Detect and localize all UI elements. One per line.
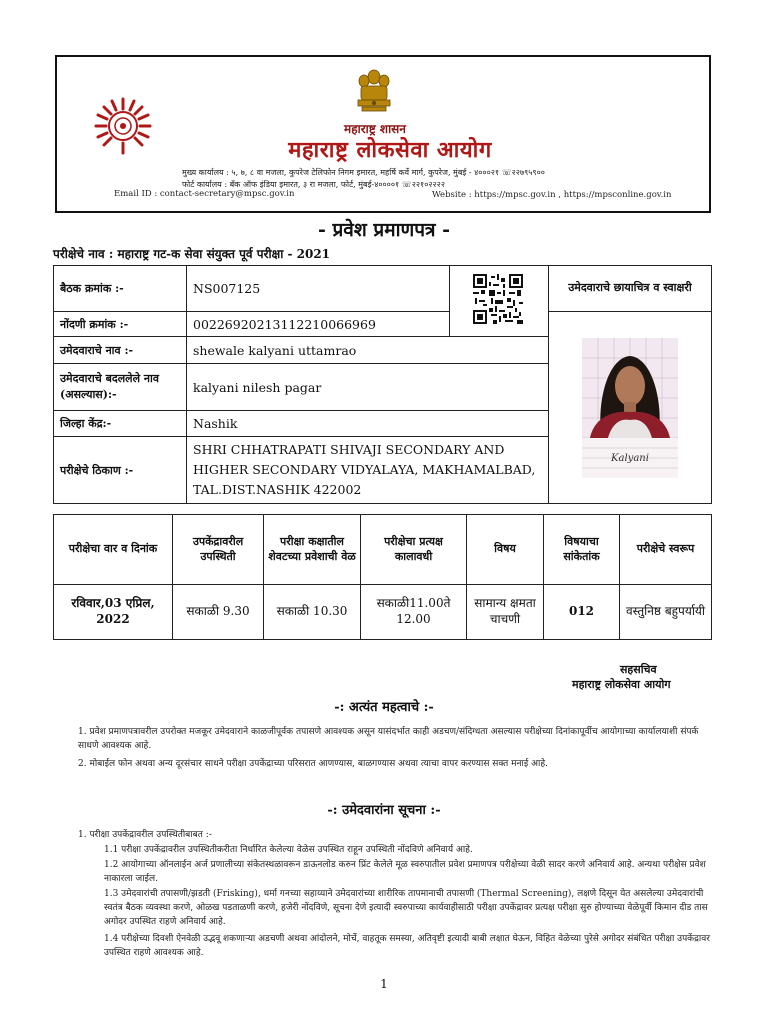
contact-email: Email ID : contact-secretary@mpsc.gov.in xyxy=(114,189,295,199)
national-emblem-icon xyxy=(352,67,396,119)
commission-title: महाराष्ट्र लोकसेवा आयोग xyxy=(288,137,492,163)
important-heading: -: अत्यंत महत्वाचे :- xyxy=(334,700,434,715)
instruction-1-2: 1.2 आयोगाच्या ऑनलाईन अर्ज प्रणालीच्या संकेतस्थळावरून डाऊनलोड करुन प्रिंट केलेले मूळ स्वरुपातील प्रवेश प्रमाणपत्र परीक्षेच्या वेळी सादर करणे अनिवार्य आहे. अन्यथा परीक्षेस प्रवेश नाकारला जाईल. xyxy=(104,860,706,884)
important-note-1: 1. प्रवेश प्रमाणपत्रावरील उपरोक्त मजकूर उमेदवाराने काळजीपूर्वक तपासणे आवश्यक असून यासंदर्भात काही अडचण/संदिग्धता असल्यास परीक्षेच्या दिनांकापूर्वीच आयोगाच्या कार्यालयाशी संपर्क साधणे आवश्यक आहे. xyxy=(78,727,699,751)
qr-code-icon xyxy=(472,274,524,324)
registration-no-label: नोंदणी क्रमांक :- xyxy=(53,311,187,337)
seat-no-value: NS007125 xyxy=(186,265,450,312)
instructions-intro: 1. परीक्षा उपकेंद्रावरील उपस्थितीबाबत :- xyxy=(78,830,212,840)
instruction-1-1: 1.1 परीक्षा उपकेंद्रावरील उपस्थितीकरीता निर्धारित केलेल्या वेळेस उपस्थित राहून उपस्थिती नोंदविणे अनिवार्य आहे. xyxy=(104,845,473,855)
seat-no-label: बैठक क्रमांक :- xyxy=(53,265,187,312)
schedule-exam-format-value: वस्तुनिष्ठ बहुपर्यायी xyxy=(619,584,712,640)
schedule-duration-value: सकाळी11.00ते 12.00 xyxy=(360,584,467,640)
registration-no-value: 0022692021311221006​6969 xyxy=(186,311,450,337)
schedule-subject-code-value: 012 xyxy=(543,584,620,640)
photo-signature-label: उमेदवाराचे छायाचित्र व स्वाक्षरी xyxy=(548,265,712,312)
district-center-value: Nashik xyxy=(186,410,549,437)
schedule-header-date: परीक्षेचा वार व दिनांक xyxy=(53,514,173,585)
signatory-title: सहसचिव xyxy=(620,663,657,676)
schedule-header-subject: विषय xyxy=(466,514,544,585)
exam-venue-value: SHRI CHHATRAPATI SHIVAJI SECONDARY AND HIGHER SECONDARY VIDYALAYA, MAKHAMALBAD, TAL.DIST.NASHIK 422002 xyxy=(186,436,549,504)
instruction-1-4: 1.4 परीक्षेच्या दिवशी ऐनवेळी उद्भवू शकणाऱ्या अडचणी अथवा आंदोलने, मोर्चे, वाहतूक समस्या, अतिवृष्टी इत्यादी बाबी लक्षात घेऊन, विहित वेळेच्या पुरेसे अगोदर संबंधित परीक्षा उपकेंद्रावर उपस्थित राहणे आवश्यक आहे. xyxy=(104,934,710,958)
schedule-subject-value: सामान्य क्षमता चाचणी xyxy=(466,584,544,640)
instructions-heading: -: उमेदवारांना सूचना :- xyxy=(327,803,441,818)
schedule-header-duration: परीक्षेचा प्रत्यक्ष कालावधी xyxy=(360,514,467,585)
candidate-signature: Kalyani xyxy=(611,453,649,464)
schedule-header-attendance: उपकेंद्रावरील उपस्थिती xyxy=(172,514,264,585)
important-note-2: 2. मोबाईल फोन अथवा अन्य दूरसंचार साधने परीक्षा उपकेंद्राच्या परिसरात आणण्यास, बाळगण्यास अथवा त्याचा वापर करण्यास सक्त मनाई आहे. xyxy=(78,759,548,769)
exam-venue-label: परीक्षेचे ठिकाण :- xyxy=(53,436,187,504)
schedule-header-last-entry: परीक्षा कक्षातील शेवटच्या प्रवेशाची वेळ xyxy=(263,514,361,585)
page-number: 1 xyxy=(380,977,388,991)
government-title: महाराष्ट्र शासन xyxy=(344,122,406,136)
signatory-organization: महाराष्ट्र लोकसेवा आयोग xyxy=(572,678,671,691)
schedule-last-entry-value: सकाळी 10.30 xyxy=(263,584,361,640)
schedule-date-value: रविवार,03 एप्रिल, 2022 xyxy=(53,584,173,640)
website-links: Website : https://mpsc.gov.in , https://mpsconline.gov.in xyxy=(432,190,672,200)
fort-office-address: फोर्ट कार्यालय : बँक ऑफ इंडिया इमारत, ३ रा मजला, फोर्ट, मुंबई-४००००१ ☏२२१०२२२२ xyxy=(182,180,445,189)
changed-name-value: kalyani nilesh pagar xyxy=(186,363,549,411)
document-title: - प्रवेश प्रमाणपत्र - xyxy=(317,219,451,241)
schedule-header-exam-format: परीक्षेचे स्वरूप xyxy=(619,514,712,585)
exam-name: परीक्षेचे नाव : महाराष्ट्र गट-क सेवा संयुक्त पूर्व परीक्षा - 2021 xyxy=(53,247,331,261)
candidate-name-label: उमेदवाराचे नाव :- xyxy=(53,336,187,364)
changed-name-label: उमेदवाराचे बदललेले नाव (असल्यास):- xyxy=(53,363,187,411)
candidate-photo xyxy=(582,338,678,478)
head-office-address: मुख्य कार्यालय : ५, ७, ८ वा मजला, कुपरेज टेलिफोन निगम इमारत, महर्षि कर्वे मार्ग, कुपरेज, मुंबई - ४०००२१ ☏२२७९५९०० xyxy=(182,168,545,177)
candidate-name-value: shewale kalyani uttamrao xyxy=(186,336,549,364)
mpsc-sun-logo-icon xyxy=(92,95,154,157)
schedule-header-subject-code: विषयाचा सांकेतांक xyxy=(543,514,620,585)
schedule-attendance-value: सकाळी 9.30 xyxy=(172,584,264,640)
district-center-label: जिल्हा केंद्र:- xyxy=(53,410,187,437)
instruction-1-3: 1.3 उमेदवारांची तपासणी/झडती (Frisking), धर्मा गनच्या सहाय्याने उमेदवारांच्या शारीरिक तापमानाची तपासणी (Thermal Screening), लक्षणे दिसून येत असलेल्या उमेदवारांची स्वतंत्र बैठक व्यवस्था करणे, ओळख पडताळणी करणे, हजेरी नोंदविणे, सूचना देणे इत्यादी स्वरुपाच्या कार्यवाहीसाठी परीक्षा उपकेंद्रावर प्रत्यक्ष परीक्षा सुरु होण्याच्या वेळेपूर्वी किमान दीड तास अगोदर उपस्थित राहणे अनिवार्य आहे. xyxy=(104,889,708,927)
